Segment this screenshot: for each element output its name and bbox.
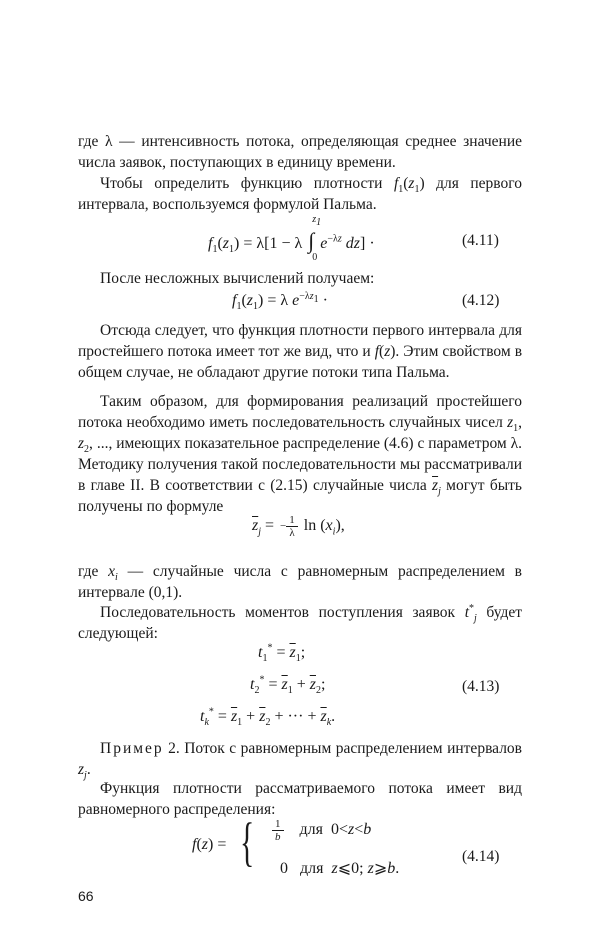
paragraph-arrival-moments: Последовательность моментов поступления заявок $t^*_j$ будет следующей: bbox=[78, 602, 523, 642]
paragraph-example-2: Пример 2. Поток с равномерным распределением интервалов $z_j$. bbox=[78, 740, 522, 782]
page-number: 66 bbox=[78, 888, 94, 904]
paragraph-uniform-random: где $x_i$ — случайные числа с равномерным распределением в интервале (0,1). bbox=[78, 563, 523, 601]
equation-number-4-11: (4.11) bbox=[462, 232, 499, 249]
equation-zj-formula: $\overline{z}_j$ = − $\frac{1}{\lambda}$ $\ln (x_i)$, bbox=[252, 514, 345, 539]
equation-4-14-case-1: $\frac{1}{b}$ для 0<z<b bbox=[272, 818, 371, 843]
paragraph-palm-formula-intro: Чтобы определить функцию плотности $f_1(z_1)$ для первого интервала, воспользуемся формулой Пальма. bbox=[78, 175, 522, 213]
equation-4-12: $f_1(z_1) = \lambda$ $e^{-\lambda z_1}$ · bbox=[232, 290, 328, 313]
equation-number-4-14: (4.14) bbox=[462, 848, 500, 865]
paragraph-random-sequence: Таким образом, для формирования реализаций простейшего потока необходимо иметь последовательность случайных чисел $z_1$, $z_2$, ..., имеющих показательное распределение (4.6) с параметром λ. Методику получения такой последовательности мы рассматривали в главе II. В соответствии с (2.15) случайные числа $\overline{z}_j$ могут быть получены по формуле bbox=[78, 393, 522, 515]
paragraph-calculation-result: После несложных вычислений получаем: bbox=[100, 270, 375, 287]
equation-4-13-line-2: $t_2^* = \overline{z}_1 + \overline{z}_2$; bbox=[250, 674, 326, 697]
equation-4-14-lhs: f(z) = bbox=[192, 836, 227, 853]
paragraph-uniform-density: Функция плотности рассматриваемого потока имеет вид равномерного распределения: bbox=[78, 780, 522, 818]
equation-number-4-12: (4.12) bbox=[462, 292, 500, 309]
paragraph-lambda-definition: где λ — интенсивность потока, определяющая среднее значение числа заявок, поступающих в единицу времени. bbox=[78, 133, 522, 171]
equation-4-13-line-3: $t_k^* = \overline{z}_1 + \overline{z}_2$ + ··· + $\overline{z}_k$. bbox=[200, 706, 336, 729]
paragraph-density-property: Отсюда следует, что функция плотности первого интервала для простейшего потока имеет тот же вид, что и f(z). Этим свойством в общем случае, не обладают другие потоки типа Пальма. bbox=[78, 322, 523, 381]
equation-number-4-13: (4.13) bbox=[462, 678, 500, 695]
dlya-label-1: для bbox=[299, 821, 323, 839]
equation-4-11: $f_1(z_1) = \lambda[1 - \lambda$ ∫ $z_1$ 0 $e^{-\lambda z}$ dz] · bbox=[208, 214, 375, 263]
equation-4-14-case-2: 0 для z⩽0; z⩾b. bbox=[280, 860, 400, 877]
equation-4-14-brace: { bbox=[240, 812, 255, 872]
equation-4-13-line-1: $t_1^* = \overline{z}_1$; bbox=[258, 642, 306, 665]
dlya-label-2: для bbox=[300, 860, 324, 877]
